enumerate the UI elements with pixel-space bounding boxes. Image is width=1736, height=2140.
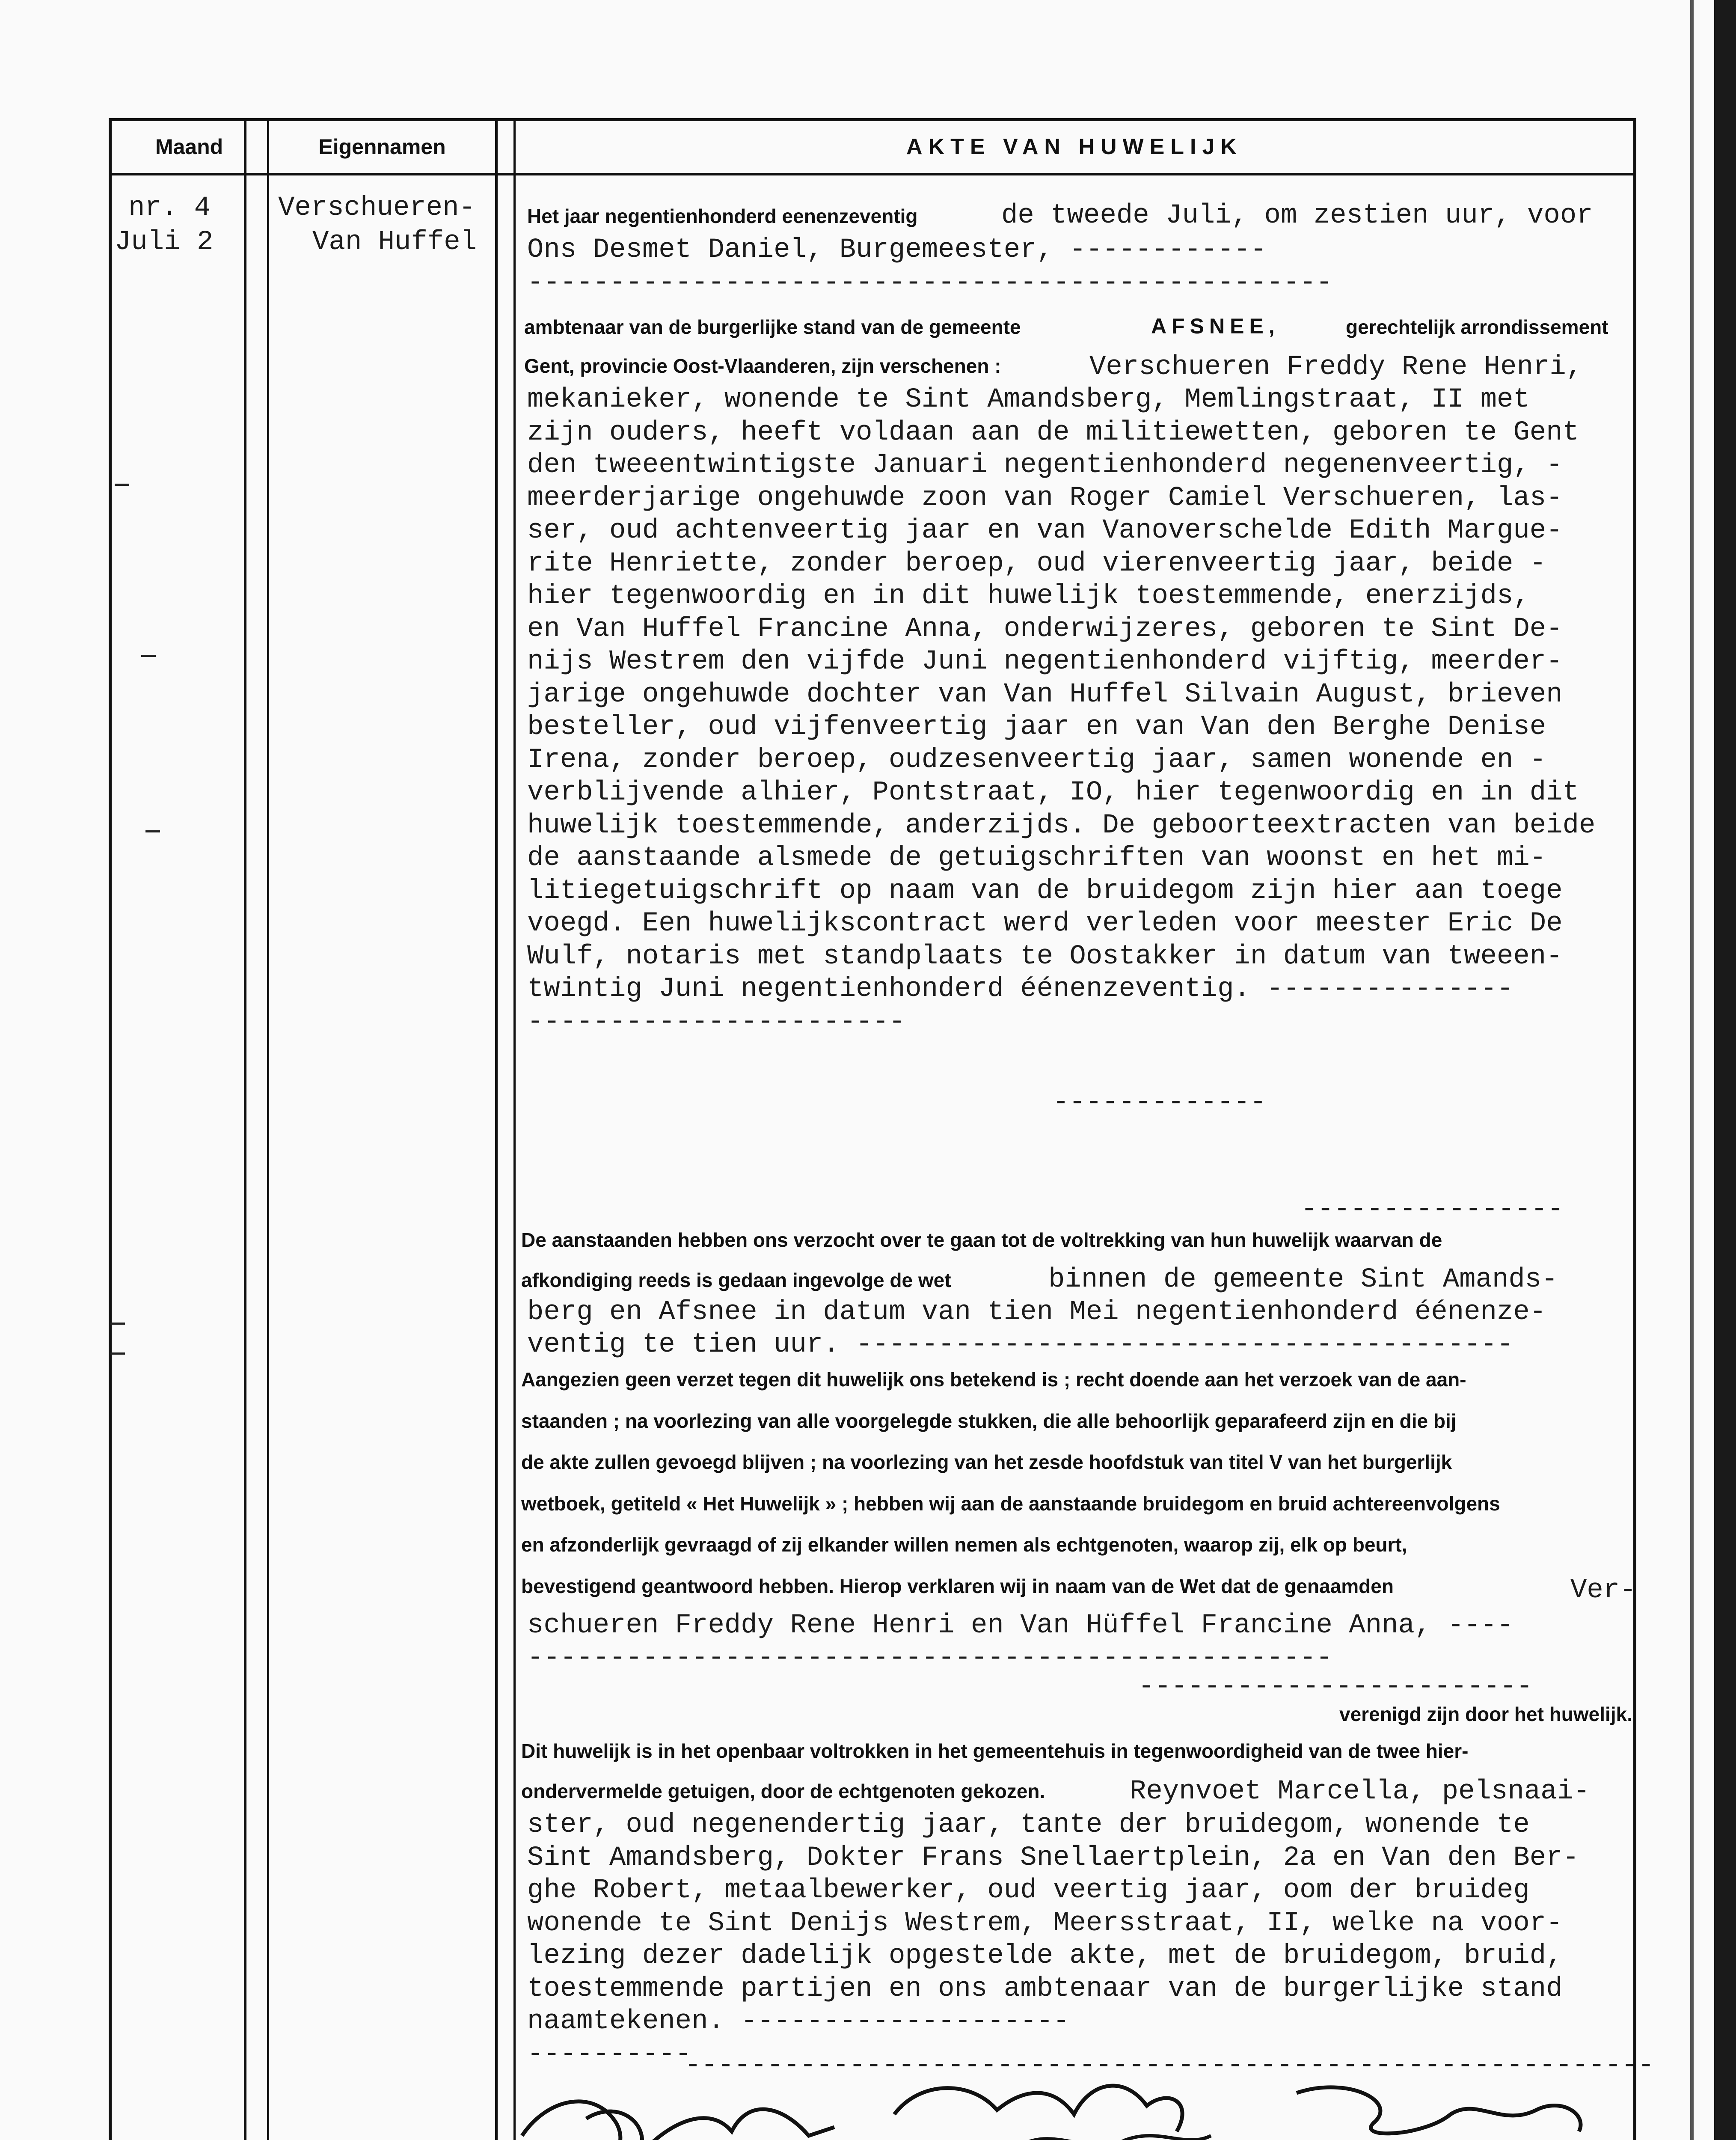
margin-dash [110,1352,125,1355]
deed-witness-line: lezing dezer dadelijk opgestelde akte, met de bruidegom, bruid, [527,1941,1563,1971]
deed-witness-line: ster, oud negenendertig jaar, tante der bruidegom, wonende te [527,1810,1530,1840]
deed-middle-dashes: ------------- [1053,1087,1267,1118]
deed-officer-dashes: ------------------------------------------------- [527,268,1332,298]
deed-witness-line: ghe Robert, metaalbewerker, oud veertig jaar, oom der bruideg [527,1875,1530,1906]
deed-registrar-print: ambtenaar van de burgerlijke stand van de gemeente [524,316,1021,338]
margin-dash [115,484,129,486]
deed-witness-line: ---------- [527,2039,692,2070]
signature-dashes: ----------------------------------------------------------- [685,2050,1654,2081]
names-line-1: Verschueren- [278,193,475,223]
deed-spouses-dashes: ------------------------ [1138,1671,1533,1702]
deed-parties-line: Wulf, notaris met standplaats te Oostakker in datum van tweeen- [527,941,1563,972]
margin-dash [110,1323,125,1325]
deed-spouses-typed: Ver- [1570,1575,1636,1606]
column-divider-1 [244,118,246,2140]
column-divider-2b [513,118,516,2140]
signature-witnesses [1262,2067,1647,2140]
deed-district-print: gerechtelijk arrondissement [1346,316,1608,338]
deed-publication-print: afkondiging reeds is gedaan ingevolge de wet [521,1269,951,1291]
scan-edge-line [1690,0,1694,2140]
deed-declaration-line: bevestigend geantwoord hebben. Hierop verklaren wij in naam van de Wet dat de genaamden [521,1575,1394,1597]
deed-parties-line: ----------------------- [527,1006,905,1037]
deed-declaration-line: de akte zullen gevoegd blijven ; na voorlezing van het zesde hoofdstuk van titel V van het burgerlijk [521,1451,1452,1473]
deed-declaration-line: en afzonderlijk gevraagd of zij elkander willen nemen als echtgenoten, waarop zij, elk op beurt, [521,1534,1407,1556]
deed-parties-line: hier tegenwoordig en in dit huwelijk toestemmende, enerzijds, [527,581,1530,612]
column-header-deed: AKTE VAN HUWELIJK [906,134,1243,159]
deed-party-line: Verschueren Freddy Rene Henri, [1089,352,1583,383]
deed-request-print: De aanstaanden hebben ons verzocht over te gaan tot de voltrekking van hun huwelijk waarvan de [521,1229,1442,1251]
deed-parties-line: de aanstaande alsmede de getuigschriften van woonst en het mi- [527,843,1546,874]
column-header-names: Eigennamen [318,135,446,159]
deed-witness-typed: Reynvoet Marcella, pelsnaai- [1130,1776,1590,1807]
signature-bride [869,2063,1254,2140]
deed-parties-line: mekanieker, wonende te Sint Amandsberg, Memlingstraat, II met [527,384,1530,415]
deed-witness-print: ondervermelde getuigen, door de echtgenoten gekozen. [521,1780,1045,1802]
deed-parties-line: den tweeentwintigste Januari negentienhonderd negenenveertig, - [527,450,1563,481]
deed-parties-line: rite Henriette, zonder beroep, oud vierenveertig jaar, beide - [527,548,1546,579]
deed-parties-line: besteller, oud vijfenveertig jaar en van Van den Berghe Denise [527,712,1546,743]
deed-parties-line: verblijvende alhier, Pontstraat, IO, hier tegenwoordig en in dit [527,777,1579,808]
deed-parties-line: zijn ouders, heeft voldaan aan de militiewetten, geboren te Gent [527,417,1579,448]
deed-date-typed: de tweede Juli, om zestien uur, voor [1001,200,1593,231]
deed-pre-request-dashes: ---------------- [1301,1194,1564,1225]
deed-parties-line: Irena, zonder beroep, oudzesenveertig jaar, samen wonende en - [527,744,1546,776]
deed-declaration-line: wetboek, getiteld « Het Huwelijk » ; hebben wij aan de aanstaande bruidegom en bruid achtereenvolgens [521,1492,1500,1515]
deed-officer-typed: Ons Desmet Daniel, Burgemeester, ------------ [527,235,1267,265]
deed-publication-typed: binnen de gemeente Sint Amands- [1048,1264,1558,1295]
deed-publication-typed: berg en Afsnee in datum van tien Mei negentienhonderd éénenze- [527,1297,1546,1328]
deed-witness-print: Dit huwelijk is in het openbaar voltrokken in het gemeentehuis in tegenwoordigheid van de twee hier- [521,1740,1469,1762]
column-divider-2 [495,118,498,2140]
deed-parties-line: voegd. Een huwelijkscontract werd verleden voor meester Eric De [527,908,1563,939]
deed-parties-line: meerderjarige ongehuwde zoon van Roger Camiel Verschueren, las- [527,482,1563,514]
entry-date: Juli 2 [115,227,214,258]
deed-witness-line: Sint Amandsberg, Dokter Frans Snellaertplein, 2a en Van den Ber- [527,1842,1579,1873]
deed-witness-line: wonende te Sint Denijs Westrem, Meersstraat, II, welke na voor- [527,1908,1563,1939]
deed-publication-typed: ventig te tien uur. ---------------------------------------- [527,1329,1513,1360]
deed-witness-line: toestemmende partijen en ons ambtenaar van de burgerlijke stand [527,1973,1563,2004]
scan-edge-right [1714,0,1736,2140]
deed-declaration-line: Aangezien geen verzet tegen dit huwelijk ons betekend is ; recht doende aan het verzoek van de aan- [521,1368,1466,1391]
deed-parties-line: twintig Juni negentienhonderd éénenzeventig. --------------- [527,974,1513,1005]
deed-municipality: AFSNEE, [1151,314,1280,338]
deed-declaration-line: staanden ; na voorlezing van alle voorgelegde stukken, die alle behoorlijk geparafeerd zijn en die bij [521,1409,1457,1432]
deed-parties-line: ser, oud achtenveertig jaar en van Vanoverschelde Edith Margue- [527,515,1563,546]
deed-spouses-dashes: ------------------------------------------------- [527,1643,1332,1673]
margin-dash [141,655,156,657]
names-line-2: Van Huffel [312,227,477,258]
entry-number: nr. 4 [128,193,211,223]
deed-parties-line: nijs Westrem den vijfde Juni negentienhonderd vijftig, meerder- [527,646,1563,677]
deed-opening-print: Het jaar negentienhonderd eenenzeventig [527,205,918,227]
deed-united-print: verenigd zijn door het huwelijk. [1339,1703,1632,1725]
column-header-month: Maand [155,135,223,159]
header-rule [109,173,1636,175]
deed-witness-line: naamtekenen. -------------------- [527,2006,1070,2037]
deed-parties-line: jarige ongehuwde dochter van Van Huffel Silvain August, brieven [527,679,1563,710]
deed-spouses-typed: schueren Freddy Rene Henri en Van Hüffel Francine Anna, ---- [527,1610,1513,1641]
deed-parties-line: huwelijk toestemmende, anderzijds. De geboorteextracten van beide [527,810,1596,841]
deed-parties-line: en Van Huffel Francine Anna, onderwijzeres, geboren te Sint De- [527,613,1563,645]
margin-dash [145,830,160,832]
deed-parties-line: litiegetuigschrift op naam van de bruidegom zijn hier aan toege [527,875,1563,907]
signature-groom [509,2072,860,2140]
deed-province-print: Gent, provincie Oost-Vlaanderen, zijn verschenen : [524,355,1001,377]
column-divider-1b [267,118,269,2140]
